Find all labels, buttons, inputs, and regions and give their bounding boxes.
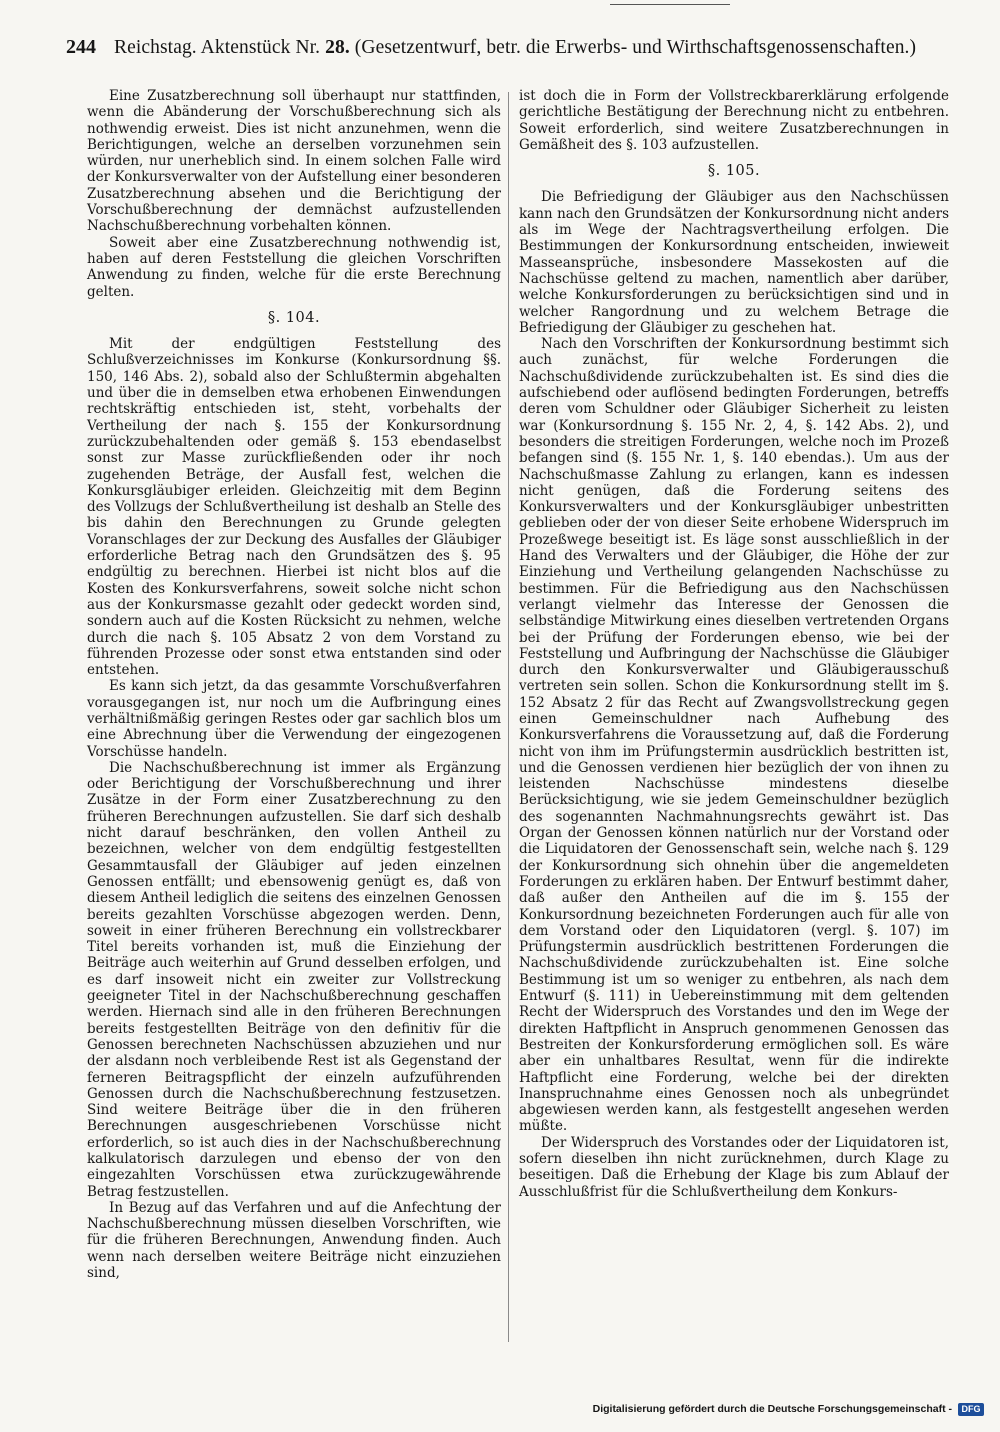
right-paragraph-4: Der Widerspruch des Vorstandes oder der Liquidatoren ist, sofern dieselben ihn nicht zurücknehmen, durch Klage zu beseitigen. Daß die Erhebung der Klage bis zum Ablauf der Ausschlußfrist für die Schlußvertheilung dem Konkurs- <box>519 1134 949 1200</box>
left-column <box>87 88 501 1282</box>
dfg-logo: DFG <box>958 1403 984 1416</box>
section-heading-104: §. 104. <box>267 309 321 326</box>
left-paragraph-1: Eine Zusatzberechnung soll überhaupt nur stattfinden, wenn die Abänderung der Vorschußberechnung sich als nothwendig erweist. Dies ist nicht anzunehmen, wenn die Berichtigungen, welche an derselben vorzunehmen sein würden, nur unerheblich sind. In einem solchen Falle wird der Konkursverwalter von der Aufstellung einer besonderen Zusatzberechnung absehen und die Berichtigung der Vorschußberechnung der demnächst aufzustellenden Nachschußberechnung vorbehalten können. <box>87 88 501 235</box>
left-paragraph-5: Die Nachschußberechnung ist immer als Ergänzung oder Berichtigung der Vorschußberechnung und ihrer Zusätze in der Form einer Zusatzberechnung zu den früheren Berechnungen aufzustellen. Sie darf sich deshalb nicht darauf beschränken, den vollen Antheil zu bezeichnen, welcher von dem endgültig festgestellten Gesammtausfall der Gläubiger auf jeden einzelnen Genossen entfällt; und ebensowenig genügt es, daß von diesem Antheil lediglich die seitens des einzelnen Genossen bereits gezahlten Vorschüsse abgezogen werden. Denn, soweit in einer früheren Berechnung ein vollstreckbarer Titel bereits vorhanden ist, muß die Einziehung der Beiträge auch weiterhin auf Grund desselben erfolgen, und es darf insoweit nicht ein zweiter zur Vollstreckung geeigneter Titel in der Nachschußberechnung geschaffen werden. Hiernach sind alle in den früheren Berechnungen bereits festgestellten Beiträge von den definitiv für die Genossen berechneten Nachschüssen abzuziehen und nur der alsdann noch verbleibende Rest ist als Gegenstand der ferneren Beitragspflicht der einzeln aufzuführenden Genossen durch die Nachschußberechnung festzusetzen. Sind weitere Beiträge über die in den früheren Berechnungen ausgeschriebenen Vorschüsse nicht erforderlich, so ist auch dies in der Nachschußberechnung kalkulatorisch darzulegen und ebenso der von den eingezahlten Vorschüssen etwa zurückzugewährende Betrag festzustellen. <box>87 759 501 1200</box>
title-part-1: Reichstag. Aktenstück Nr. <box>114 37 321 58</box>
left-paragraph-4: Es kann sich jetzt, da das gesammte Vorschußverfahren vorausgegangen ist, nur noch um die Aufbringung eines verhältnißmäßig geringen Restes oder gar sachlich blos um eine Abrechnung über die Verwendung der eingezogenen Vorschüsse handeln. <box>87 678 501 760</box>
right-paragraph-2: Die Befriedigung der Gläubiger aus den Nachschüssen kann nach den Grundsätzen der Konkursordnung nicht anders als im Wege der Nachtragsvertheilung erfolgen. Die Bestimmungen der Konkursordnung entscheiden, inwieweit Masseansprüche, insbesondere Massekosten auf die Nachschüsse geltend zu machen, namentlich aber darüber, welche Konkursforderungen zu berücksichtigen sind und in welcher Rangordnung und zu welchem Betrage die Befriedigung der Gläubiger zu geschehen hat. <box>519 189 949 336</box>
column-divider <box>508 92 509 1342</box>
footer-credit-text: Digitalisierung gefördert durch die Deutsche Forschungsgemeinschaft - <box>592 1403 952 1415</box>
section-heading-105: §. 105. <box>707 163 761 180</box>
right-column <box>519 88 949 1378</box>
page-title <box>114 37 916 59</box>
right-paragraph-1: ist doch die in Form der Vollstreckbarerklärung erfolgende gerichtliche Bestätigung der Berechnung nicht zu entbehren. Soweit erforderlich, sind weitere Zusatzberechnungen in Gemäßheit des §. 103 aufzustellen. <box>519 88 949 153</box>
title-part-2: (Gesetzentwurf, betr. die Erwerbs- und Wirthschaftsgenossenschaften.) <box>354 37 917 58</box>
top-rule <box>610 4 730 5</box>
document-number: 28. <box>325 37 350 58</box>
digitization-footer <box>593 1400 984 1418</box>
left-paragraph-2: Soweit aber eine Zusatzberechnung nothwendig ist, haben auf deren Feststellung die gleichen Vorschriften Anwendung zu finden, welche für die erste Berechnung gelten. <box>87 234 501 300</box>
right-paragraph-3: Nach den Vorschriften der Konkursordnung bestimmt sich auch zunächst, für welche Forderungen die Nachschußdividende zurückzubehalten ist. Es sind dies die aufschiebend oder auflösend bedingten Forderungen, betreffs deren vom Schuldner oder Gläubiger Sicherheit zu leisten war (Konkursordnung §. 155 Nr. 2, 4, §. 142 Abs. 2), und besonders die streitigen Forderungen, welche noch im Prozeß befangen sind (§. 155 Nr. 1, §. 140 ebendas.). Um aus der Nachschußmasse Zahlung zu erlangen, kann es indessen nicht genügen, daß die Forderung seitens des Konkursverwalters und der Konkursgläubiger unbestritten geblieben oder der von dieser Seite erhobene Widerspruch im Prozeßwege beseitigt ist. Es läge sonst ausschließlich in der Hand des Verwalters und der Gläubiger, die Höhe der zur Einziehung und Vertheilung gelangenden Nachschüsse zu bestimmen. Für die Befriedigung aus den Nachschüssen verlangt vielmehr das Interesse der Genossen die selbständige Mitwirkung eines dieselben vertretenden Organs bei der Prüfung der Forderungen ebenso, wie bei der Feststellung und Aufbringung der Nachschüsse die Gläubiger durch den Konkursverwalter und Gläubigerausschuß vertreten sein sollen. Schon die Konkursordnung stellt im §. 152 Absatz 2 für das Recht auf Zwangsvollstreckung gegen einen Gemeinschuldner nach Aufhebung des Konkursverfahrens die Voraussetzung auf, daß die Forderung nicht von ihm im Prüfungstermin ausdrücklich bestritten ist, und die Genossen verdienen hier bezüglich der von ihnen zu leistenden Nachschüsse mindestens dieselbe Berücksichtigung, wie sie jedem Gemeinschuldner bezüglich des sogenannten Nachmahnungsrechts gewährt ist. Das Organ der Genossen können natürlich nur der Vorstand oder die Liquidatoren der Genossenschaft sein, welche nach §. 129 der Konkursordnung sich ohnehin über die angemeldeten Forderungen zu erklären haben. Der Entwurf bestimmt daher, daß außer den Antheilen auf die im §. 155 der Konkursordnung bezeichneten Forderungen auch für alle von dem Vorstand oder den Liquidatoren (vergl. §. 107) im Prüfungstermin ausdrücklich bestrittenen Forderungen die Nachschußdividende zurückzubehalten ist. Eine solche Bestimmung ist um so weniger zu entbehren, als nach dem Entwurf (§. 111) in Uebereinstimmung mit dem geltenden Recht der Widerspruch des Vorstandes und den im Wege der direkten Haftpflicht in Anspruch genommenen Genossen das Bestreiten der Konkursforderung ermöglichen soll. Es wäre aber ein unhaltbares Resultat, wenn für die indirekte Haftpflicht eine Forderung, welche bei der direkten Inanspruchnahme eines Genossen noch als unbegründet abgewiesen werden kann, als festgestellt angesehen werden müßte. <box>519 336 949 1135</box>
page-number: 244 <box>66 36 96 58</box>
left-paragraph-6: In Bezug auf das Verfahren und auf die Anfechtung der Nachschußberechnung müssen dieselben Vorschriften, wie für die früheren Berechnungen, Anwendung finden. Auch wenn nach derselben weitere Beiträge nicht einzuziehen sind, <box>87 1199 501 1282</box>
page-header <box>66 36 946 66</box>
left-paragraph-3: Mit der endgültigen Feststellung des Schlußverzeichnisses im Konkurse (Konkursordnung §§. 150, 146 Abs. 2), sobald also der Schlußtermin abgehalten und über die in demselben etwa erhobenen Einwendungen rechtskräftig entschieden ist, steht, vorbehalts der Vertheilung der nach §. 155 der Konkursordnung zurückzubehaltenden oder gemäß §. 153 ebendaselbst sonst zur Masse zurückfließenden oder ihr noch zugehenden Beträge, der Ausfall fest, welchen die Konkursgläubiger erleiden. Gleichzeitig mit dem Beginn des Vollzugs der Schlußvertheilung ist deshalb an Stelle des bis dahin den Berechnungen zu Grunde gelegten Voranschlages der zur Deckung des Ausfalles der Gläubiger erforderliche Betrag nach den Grundsätzen des §. 95 endgültig zu berechnen. Hierbei ist nicht blos auf die Kosten des Konkursverfahrens, soweit solche nicht schon aus der Konkursmasse gezahlt oder gedeckt worden sind, sondern auch auf die Kosten Rücksicht zu nehmen, welche durch die nach §. 105 Absatz 2 von dem Vorstand zu führenden Prozesse oder sonst etwa entstanden sind oder entstehen. <box>87 336 501 679</box>
